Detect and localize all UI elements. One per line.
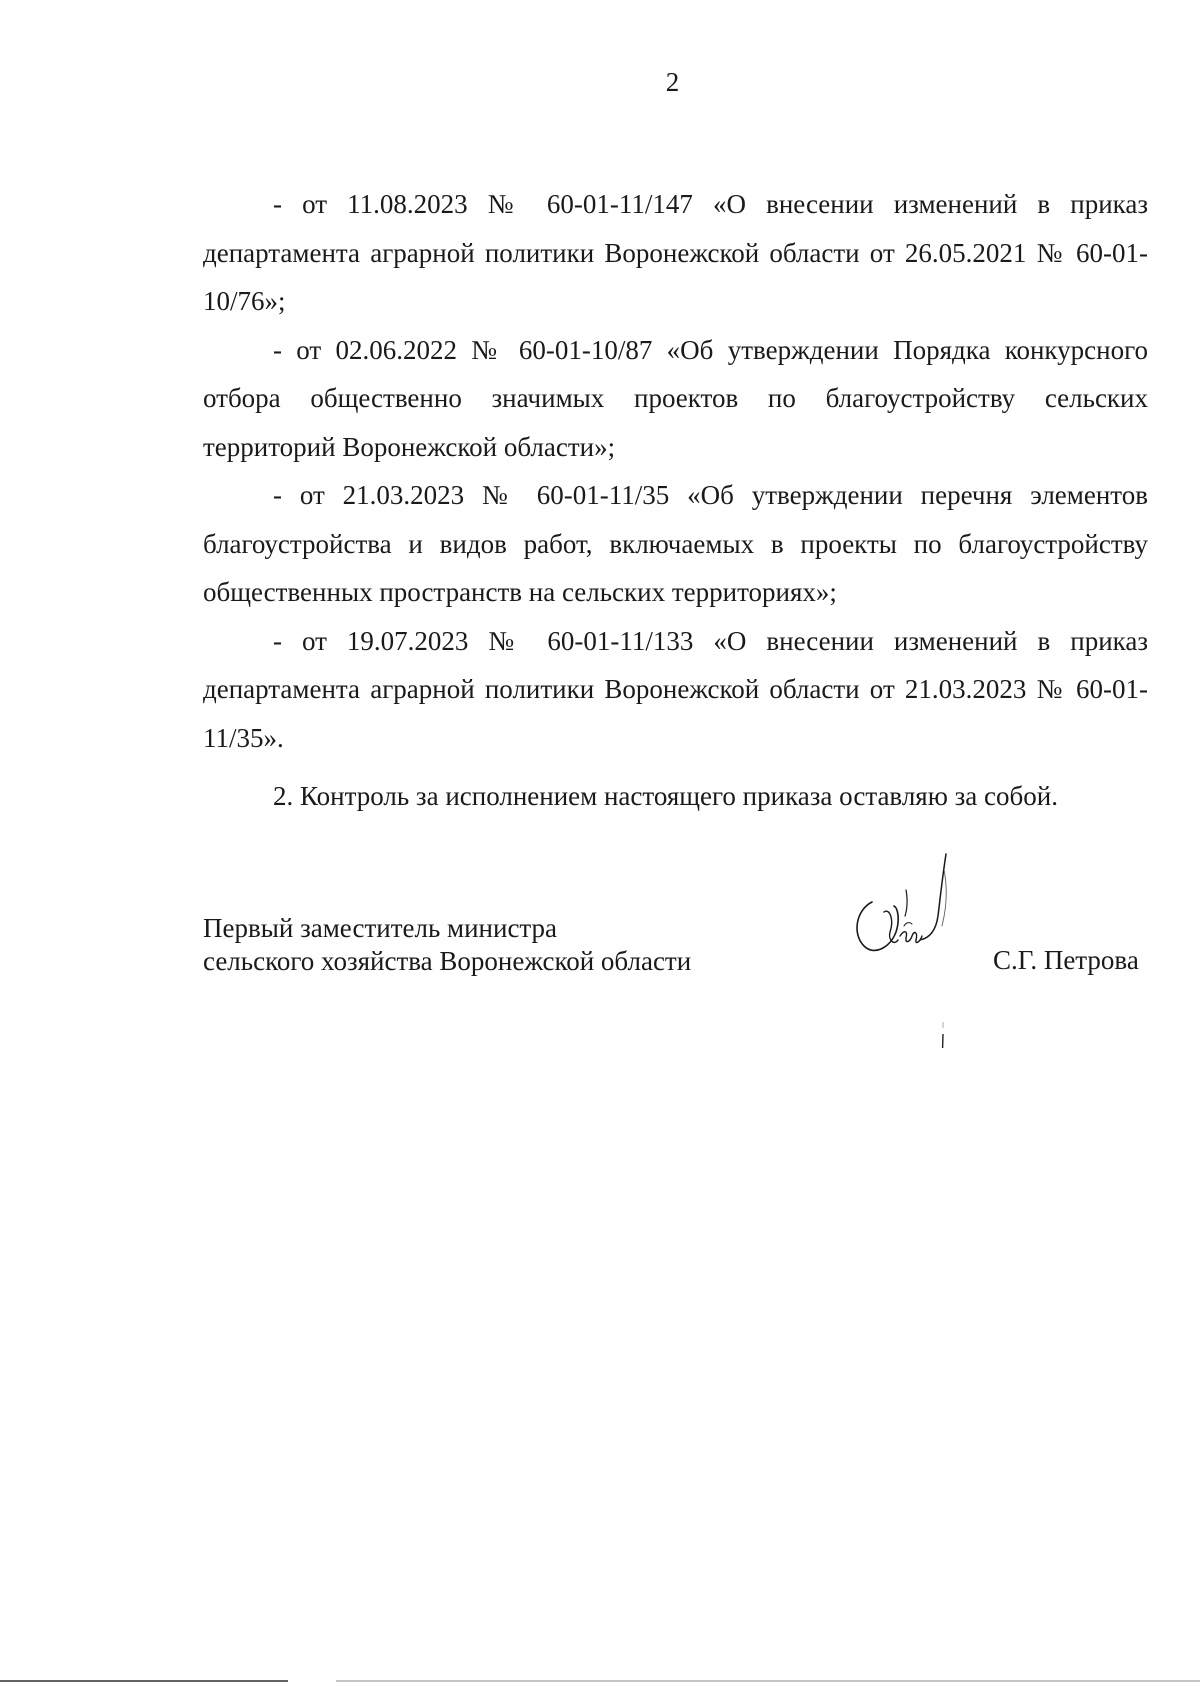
list-item: - от 21.03.2023 № 60-01-11/35 «Об утверждении перечня элементов благоустройства и видов работ, включаемых в проекты по благоустройству общественных пространств на сельских территориях»; <box>203 480 1148 607</box>
control-clause: 2. Контроль за исполнением настоящего приказа оставляю за собой. <box>273 781 1058 811</box>
scan-edge-line <box>0 1680 1200 1682</box>
handwritten-signature <box>850 850 970 970</box>
document-body <box>203 180 1148 820</box>
signer-title-line: сельского хозяйства Воронежской области <box>203 946 692 976</box>
signer-title-line: Первый заместитель министра <box>203 913 558 943</box>
list-item: - от 02.06.2022 № 60-01-10/87 «Об утверждении Порядка конкурсного отбора общественно значимых проектов по благоустройству сельских территорий Воронежской области»; <box>203 334 1148 462</box>
list-item: - от 19.07.2023 № 60-01-11/133 «О внесении изменений в приказ департамента аграрной политики Воронежской области от 21.03.2023 № 60-01-11/35». <box>203 625 1148 753</box>
list-item: - от 11.08.2023 № 60-01-11/147 «О внесении изменений в приказ департамента аграрной политики Воронежской области от 26.05.2021 № 60-01-10/76»; <box>203 189 1148 316</box>
scan-mark <box>940 1020 946 1050</box>
signer-name: С.Г. Петрова <box>993 945 1139 975</box>
signer-title <box>203 912 691 978</box>
page-number: 2 <box>665 67 680 97</box>
